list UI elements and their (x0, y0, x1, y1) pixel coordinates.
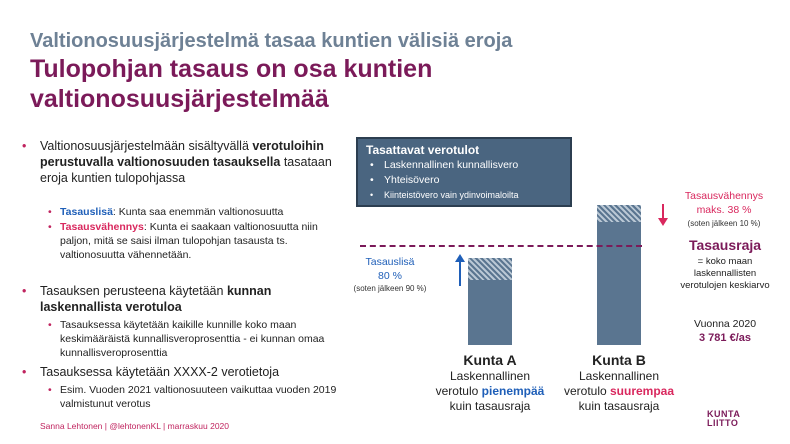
tasausvahennys-percent: maks. 38 % (696, 204, 752, 216)
tasauslisa-label: Tasauslisä (60, 206, 113, 218)
kunta-b-emphasis: suurempaa (610, 384, 675, 398)
infobox-heading: Tasattavat verotulot (366, 143, 480, 157)
bullet-1 (22, 138, 342, 202)
kunta-a-description (425, 369, 555, 414)
kunta-b-line1: Laskennallinen (578, 369, 660, 383)
tasausraja-line (360, 245, 642, 247)
bullet-dot-icon: • (22, 139, 27, 153)
bullet-2 (22, 283, 342, 315)
tasausvahennys-text: : Kunta ei saakaan valtionosuutta niin paljon, mitä se saisi ilman tulopohjan tasausta ts. valtionosuutta vähennetään. (60, 221, 318, 261)
tasausvahennys-label: Tasausvähennys (60, 221, 144, 233)
kunta-a-title: Kunta A (463, 352, 517, 368)
kunta-b-line2: verotulo (563, 384, 610, 398)
bullet-dot-icon: • (22, 284, 27, 298)
arrow-down-icon (658, 204, 668, 226)
footer-text: Sanna Lehtonen | @lehtonenKL | marraskuu 2020 (40, 421, 230, 431)
bullet-3 (22, 364, 342, 380)
slide-title: Tulopohjan tasaus on osa kuntien valtionosuusjärjestelmää (30, 55, 433, 113)
kuntaliitto-logo (707, 410, 740, 428)
kunta-a-line3: kuin tasausraja (449, 399, 531, 413)
sub-bullet-tasausvahennys (48, 220, 345, 262)
year-label: Vuonna 2020 (693, 318, 757, 330)
kunta-b-line3: kuin tasausraja (578, 399, 660, 413)
tasausvahennys-sote-note: (soten jälkeen 10 %) (687, 219, 761, 228)
sub-bullet-esimerkki (48, 383, 345, 411)
sub-bullet-tasauslisa (48, 205, 340, 219)
kunta-a-line1: Laskennallinen (449, 369, 531, 383)
infobox-item: • Laskennallinen kunnallisvero (366, 158, 562, 173)
arrow-up-icon (455, 254, 465, 286)
tasauslisa-diagram-label: Tasauslisä (365, 256, 415, 268)
kunta-a-tasauslisa-hatch (468, 258, 512, 280)
bullet-2-pre: Tasauksen perusteena käytetään (40, 284, 227, 298)
bullet-dot-icon: • (22, 365, 27, 379)
tasauslisa-percent: 80 % (378, 270, 402, 282)
bullet-1-post: tasataan eroja kuntien tulopohjassa (40, 155, 332, 185)
sub-bullet-veroprosentti (48, 318, 345, 360)
kunta-b-description (554, 369, 684, 414)
bullet-2-bold: kunnan laskennallista verotuloa (40, 284, 272, 314)
infobox-item: • Kiinteistövero vain ydinvoimaloilta (366, 188, 562, 203)
bullet-1-pre: Valtionosuusjärjestelmään sisältyvällä (40, 139, 253, 153)
kunta-a-bar (468, 280, 512, 345)
infobox-item: • Yhteisövero (366, 173, 562, 188)
bullet-dot-icon: • (48, 206, 52, 218)
year-value: 3 781 €/as (699, 332, 751, 344)
bullet-1-bold: verotuloihin perustuvalla valtionosuuden tasauksella (40, 139, 324, 169)
bullet-dot-icon: • (48, 319, 52, 331)
kunta-a-emphasis: pienempää (481, 384, 545, 398)
logo-line1: KUNTA (707, 409, 741, 419)
kunta-b-bar (597, 222, 641, 345)
bullet-3-text: Tasauksessa käytetään XXXX-2 verotietoja (40, 365, 280, 379)
kunta-b-title: Kunta B (592, 352, 646, 368)
logo-line2: LIITTO (707, 418, 739, 428)
bullet-dot-icon: • (48, 221, 52, 233)
tasattavat-verotulot-box (356, 137, 572, 207)
tasauslisa-text: : Kunta saa enemmän valtionosuutta (112, 206, 284, 218)
veroprosentti-text: Tasauksessa käytetään kaikille kunnille koko maan keskimääräistä kunnallisveroprosenttia - ei kunnan omaa kunnallisveroprosenttia (60, 319, 325, 359)
tasauslisa-sote-note: (soten jälkeen 90 %) (353, 284, 427, 293)
bullet-dot-icon: • (48, 384, 52, 396)
esimerkki-text: Esim. Vuoden 2021 valtionosuuteen vaikuttaa vuoden 2019 valmistunut verotus (60, 384, 337, 410)
kunta-a-line2: verotulo (435, 384, 482, 398)
kunta-b-tasausvahennys-hatch (597, 205, 641, 222)
tasausvahennys-diagram-label: Tasausvähennys (684, 190, 764, 202)
tasausraja-label: Tasausraja (688, 237, 762, 253)
slide-subtitle: Valtionosuusjärjestelmä tasaa kuntien välisiä eroja (30, 30, 513, 52)
tasausraja-description: = koko maan laskennallisten verotulojen keskiarvo (680, 256, 770, 291)
